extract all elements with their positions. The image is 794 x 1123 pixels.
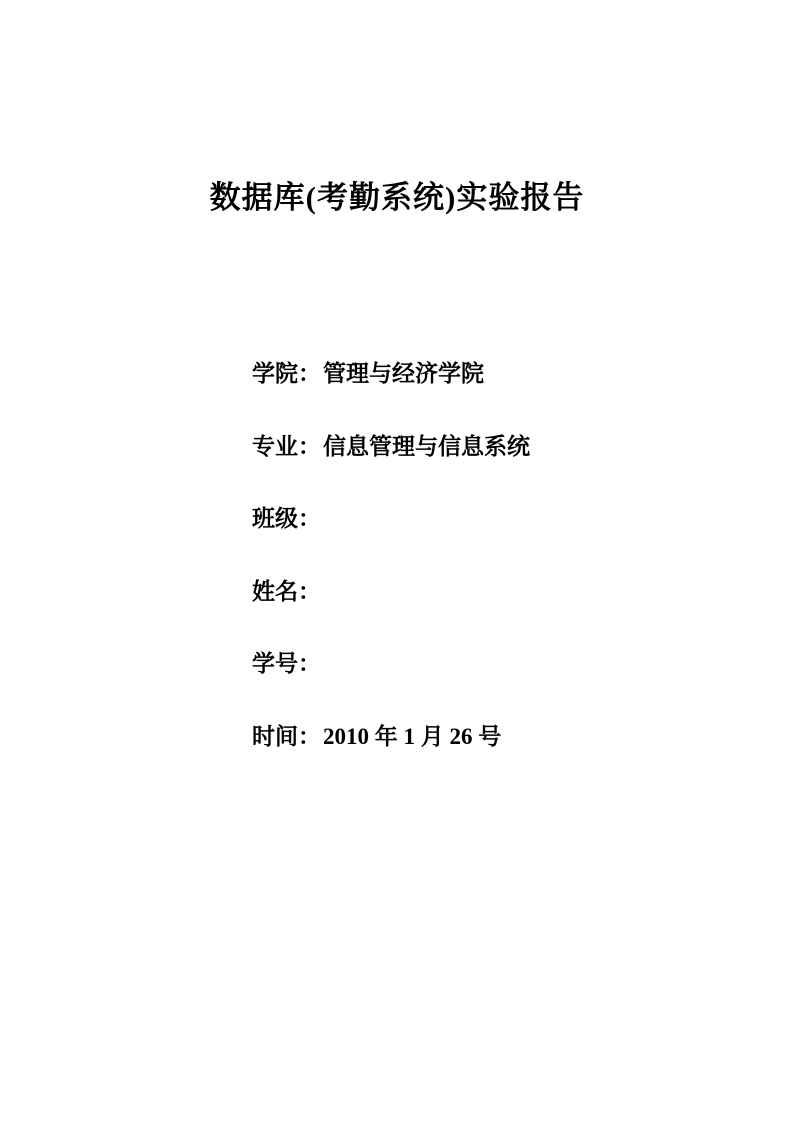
- field-value-major: 信息管理与信息系统: [323, 433, 530, 459]
- field-label-class: 班级：: [252, 506, 321, 532]
- field-label-major: 专业：: [252, 433, 321, 459]
- page-title: 数据库(考勤系统)实验报告: [209, 180, 585, 215]
- field-label-date: 时间：: [252, 723, 321, 749]
- field-row-name: [252, 578, 712, 606]
- field-row-class: [252, 505, 712, 533]
- cover-fields: [252, 360, 712, 751]
- field-label-student-id: 学号：: [252, 651, 321, 677]
- field-row-college: [252, 360, 712, 388]
- field-label-name: 姓名：: [252, 578, 321, 604]
- field-row-date: [252, 723, 712, 751]
- field-value-college: 管理与经济学院: [323, 361, 484, 386]
- field-value-date: 2010 年 1 月 26 号: [323, 723, 502, 749]
- field-row-major: [252, 433, 712, 461]
- field-row-student-id: [252, 650, 712, 678]
- field-label-college: 学院：: [252, 361, 321, 386]
